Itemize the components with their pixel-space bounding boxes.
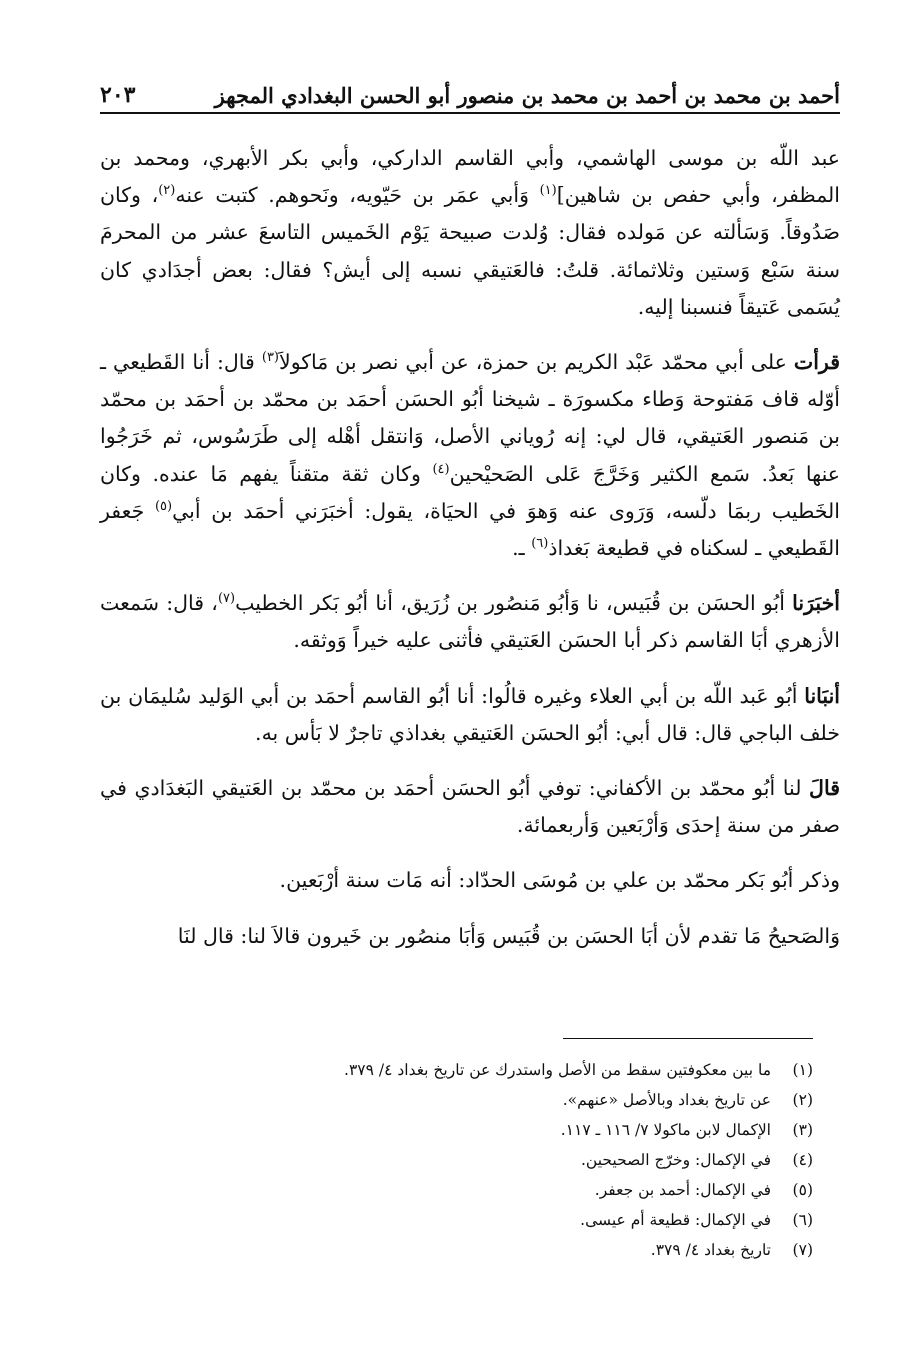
text-segment: لنا أبُو محمّد بن الأكفاني: توفي أبُو الحسَن أحمَد بن محمّد بن العَتيقي البَغدَادي في صفر من سنة إحدَى وَأرْبَعين وَأربعمائة. bbox=[100, 776, 840, 838]
text-segment: عبد اللّه بن موسى الهاشمي، وأبي القاسم الداركي، وأبي بكر الأبهري، ومحمد بن المظفر، وأبي حفص بن شاهين] bbox=[100, 146, 840, 208]
paragraph bbox=[100, 344, 840, 567]
text-segment: وَالصَحيحُ مَا تقدم لأن أبَا الحسَن بن قُبَيس وَأبَا منصُور بن خَيرون قالاَ لنا: قال لنَا bbox=[177, 923, 840, 948]
footnote-text: الإكمال لابن ماكولا ٧/ ١١٦ ـ ١١٧. bbox=[560, 1121, 771, 1139]
footnotes-list bbox=[213, 1055, 813, 1265]
paragraph bbox=[100, 918, 840, 955]
running-header bbox=[100, 68, 840, 114]
footnote-marker: (٤) bbox=[432, 461, 450, 477]
footnote-marker: (١) bbox=[539, 183, 557, 199]
running-title: أحمد بن محمد بن أحمد بن محمد بن منصور أبو الحسن البغدادي المجهز bbox=[214, 83, 840, 108]
footnote-number: (٧) bbox=[792, 1241, 813, 1259]
footnote bbox=[213, 1085, 813, 1115]
paragraph bbox=[100, 770, 840, 844]
paragraph-lead-word: أخبَرَنا bbox=[792, 591, 840, 616]
text-segment: أبُو عَبد اللّه بن أبي العلاء وغيره قالُوا: أنا أبُو القاسم أحمَد بن أبي الوَليد سُليمَان بن خلف الباجي قال: قال أبي: أبُو الحسَن العَتيقي بغداذي تاجرٌ لا بَأس به. bbox=[100, 683, 840, 745]
page-number: ٢٠٣ bbox=[100, 82, 136, 108]
footnote-number: (٦) bbox=[792, 1211, 813, 1229]
paragraph-lead-word: قالَ bbox=[809, 776, 840, 801]
footnote-number: (١) bbox=[792, 1061, 813, 1079]
text-segment: جَعفر القَطيعي ـ لسكناه في قطيعة بَغداذ bbox=[100, 498, 840, 561]
text-segment: وذكر أبُو بَكر محمّد بن علي بن مُوسَى الحدّاد: أنه مَات سنة أرْبَعين. bbox=[279, 868, 840, 893]
footnote-text: في الإكمال: قطيعة أم عيسى. bbox=[580, 1211, 771, 1229]
text-segment: ، قال: سَمعت الأزهري أبَا القاسم ذكر أبا الحسَن العَتيقي فأثنى عليه خيراً وَوثقه. bbox=[100, 591, 840, 653]
footnote-text: في الإكمال: وخرّج الصحيحين. bbox=[581, 1151, 771, 1169]
footnote-marker: (٦) bbox=[531, 536, 549, 552]
text-segment: قال: أنا القَطيعي ـ أوّله قاف مَفتوحة وَطاء مكسورَة ـ شيخنا أبُو الحسَن أحمَد بن محمّد بن أحمَد بن محمّد بن مَنصور العَتيقي، قال لي: إنه رُوياني الأصل، وَانتقل أهْله إلى طَرَسُوس، ثم خَرَجُوا عنها بَعدُ. سَمع الكثير وَخَرَّجَ عَلى الصَحيْحين bbox=[100, 350, 840, 486]
footnote-text: تاريخ بغداد ٤/ ٣٧٩. bbox=[650, 1241, 771, 1259]
footnote-text: في الإكمال: أحمد بن جعفر. bbox=[594, 1181, 771, 1199]
footnote-marker: (٢) bbox=[158, 183, 176, 199]
footnote-number: (٢) bbox=[792, 1091, 813, 1109]
paragraph bbox=[100, 862, 840, 899]
footnote bbox=[213, 1235, 813, 1265]
text-segment: وَأبي عمَر بن حَيّويه، ونَحوهم. كتبت عنه bbox=[175, 183, 540, 208]
footnote bbox=[213, 1205, 813, 1235]
footnote-marker: (٣) bbox=[261, 350, 279, 366]
paragraph bbox=[100, 585, 840, 659]
text-segment: أبُو الحسَن بن قُبَيس، نا وَأبُو مَنصُور بن زُرَيق، أنا أبُو بَكر الخطيب bbox=[235, 591, 793, 616]
footnote-text: ما بين معكوفتين سقط من الأصل واستدرك عن تاريخ بغداد ٤/ ٣٧٩. bbox=[344, 1061, 771, 1079]
text-segment: على أبي محمّد عَبْد الكريم بن حمزة، عن أبي نصر بن مَاكولاَ bbox=[279, 350, 794, 375]
paragraph-lead-word: قرأت bbox=[793, 350, 841, 375]
footnote bbox=[213, 1145, 813, 1175]
paragraph-lead-word: أنبَانا bbox=[804, 683, 840, 708]
footnote bbox=[213, 1115, 813, 1145]
footnote-number: (٤) bbox=[792, 1151, 813, 1169]
text-segment: وكان ثقة متقناً يفهم مَا عنده. وكان الخَطيب ربمَا دلّسه، وَرَوى عنه وَهوَ في الحيَاة، يقول: أخبَرَني أحمَد بن أبي bbox=[100, 461, 840, 523]
footnote-number: (٣) bbox=[792, 1121, 813, 1139]
footnote-text: عن تاريخ بغداد وبالأصل «عنهم». bbox=[562, 1091, 771, 1109]
footnote-marker: (٥) bbox=[154, 499, 173, 514]
footnote-marker: (٧) bbox=[217, 591, 236, 607]
paragraph bbox=[100, 140, 840, 326]
footnote bbox=[213, 1055, 813, 1085]
text-segment: ، وكان صَدُوقاً. وَسَألته عن مَولده فقال: وُلدت صبيحة يَوْم الخَميس التاسعَ عشر من المحرمَ سنة سَبْع وَستين وثلاثمائة. قلتُ: فالعَتيقي نسبه إلى أيش؟ فقال: بعض أجدَادي كان يُسَمى عَتيقاً فنسبنا إليه. bbox=[100, 183, 840, 319]
paragraph bbox=[100, 678, 840, 752]
footnote-number: (٥) bbox=[792, 1181, 813, 1199]
footnote-separator bbox=[563, 1038, 813, 1039]
text-segment: ـ. bbox=[512, 536, 532, 561]
main-text bbox=[100, 140, 840, 973]
footnote bbox=[213, 1175, 813, 1205]
